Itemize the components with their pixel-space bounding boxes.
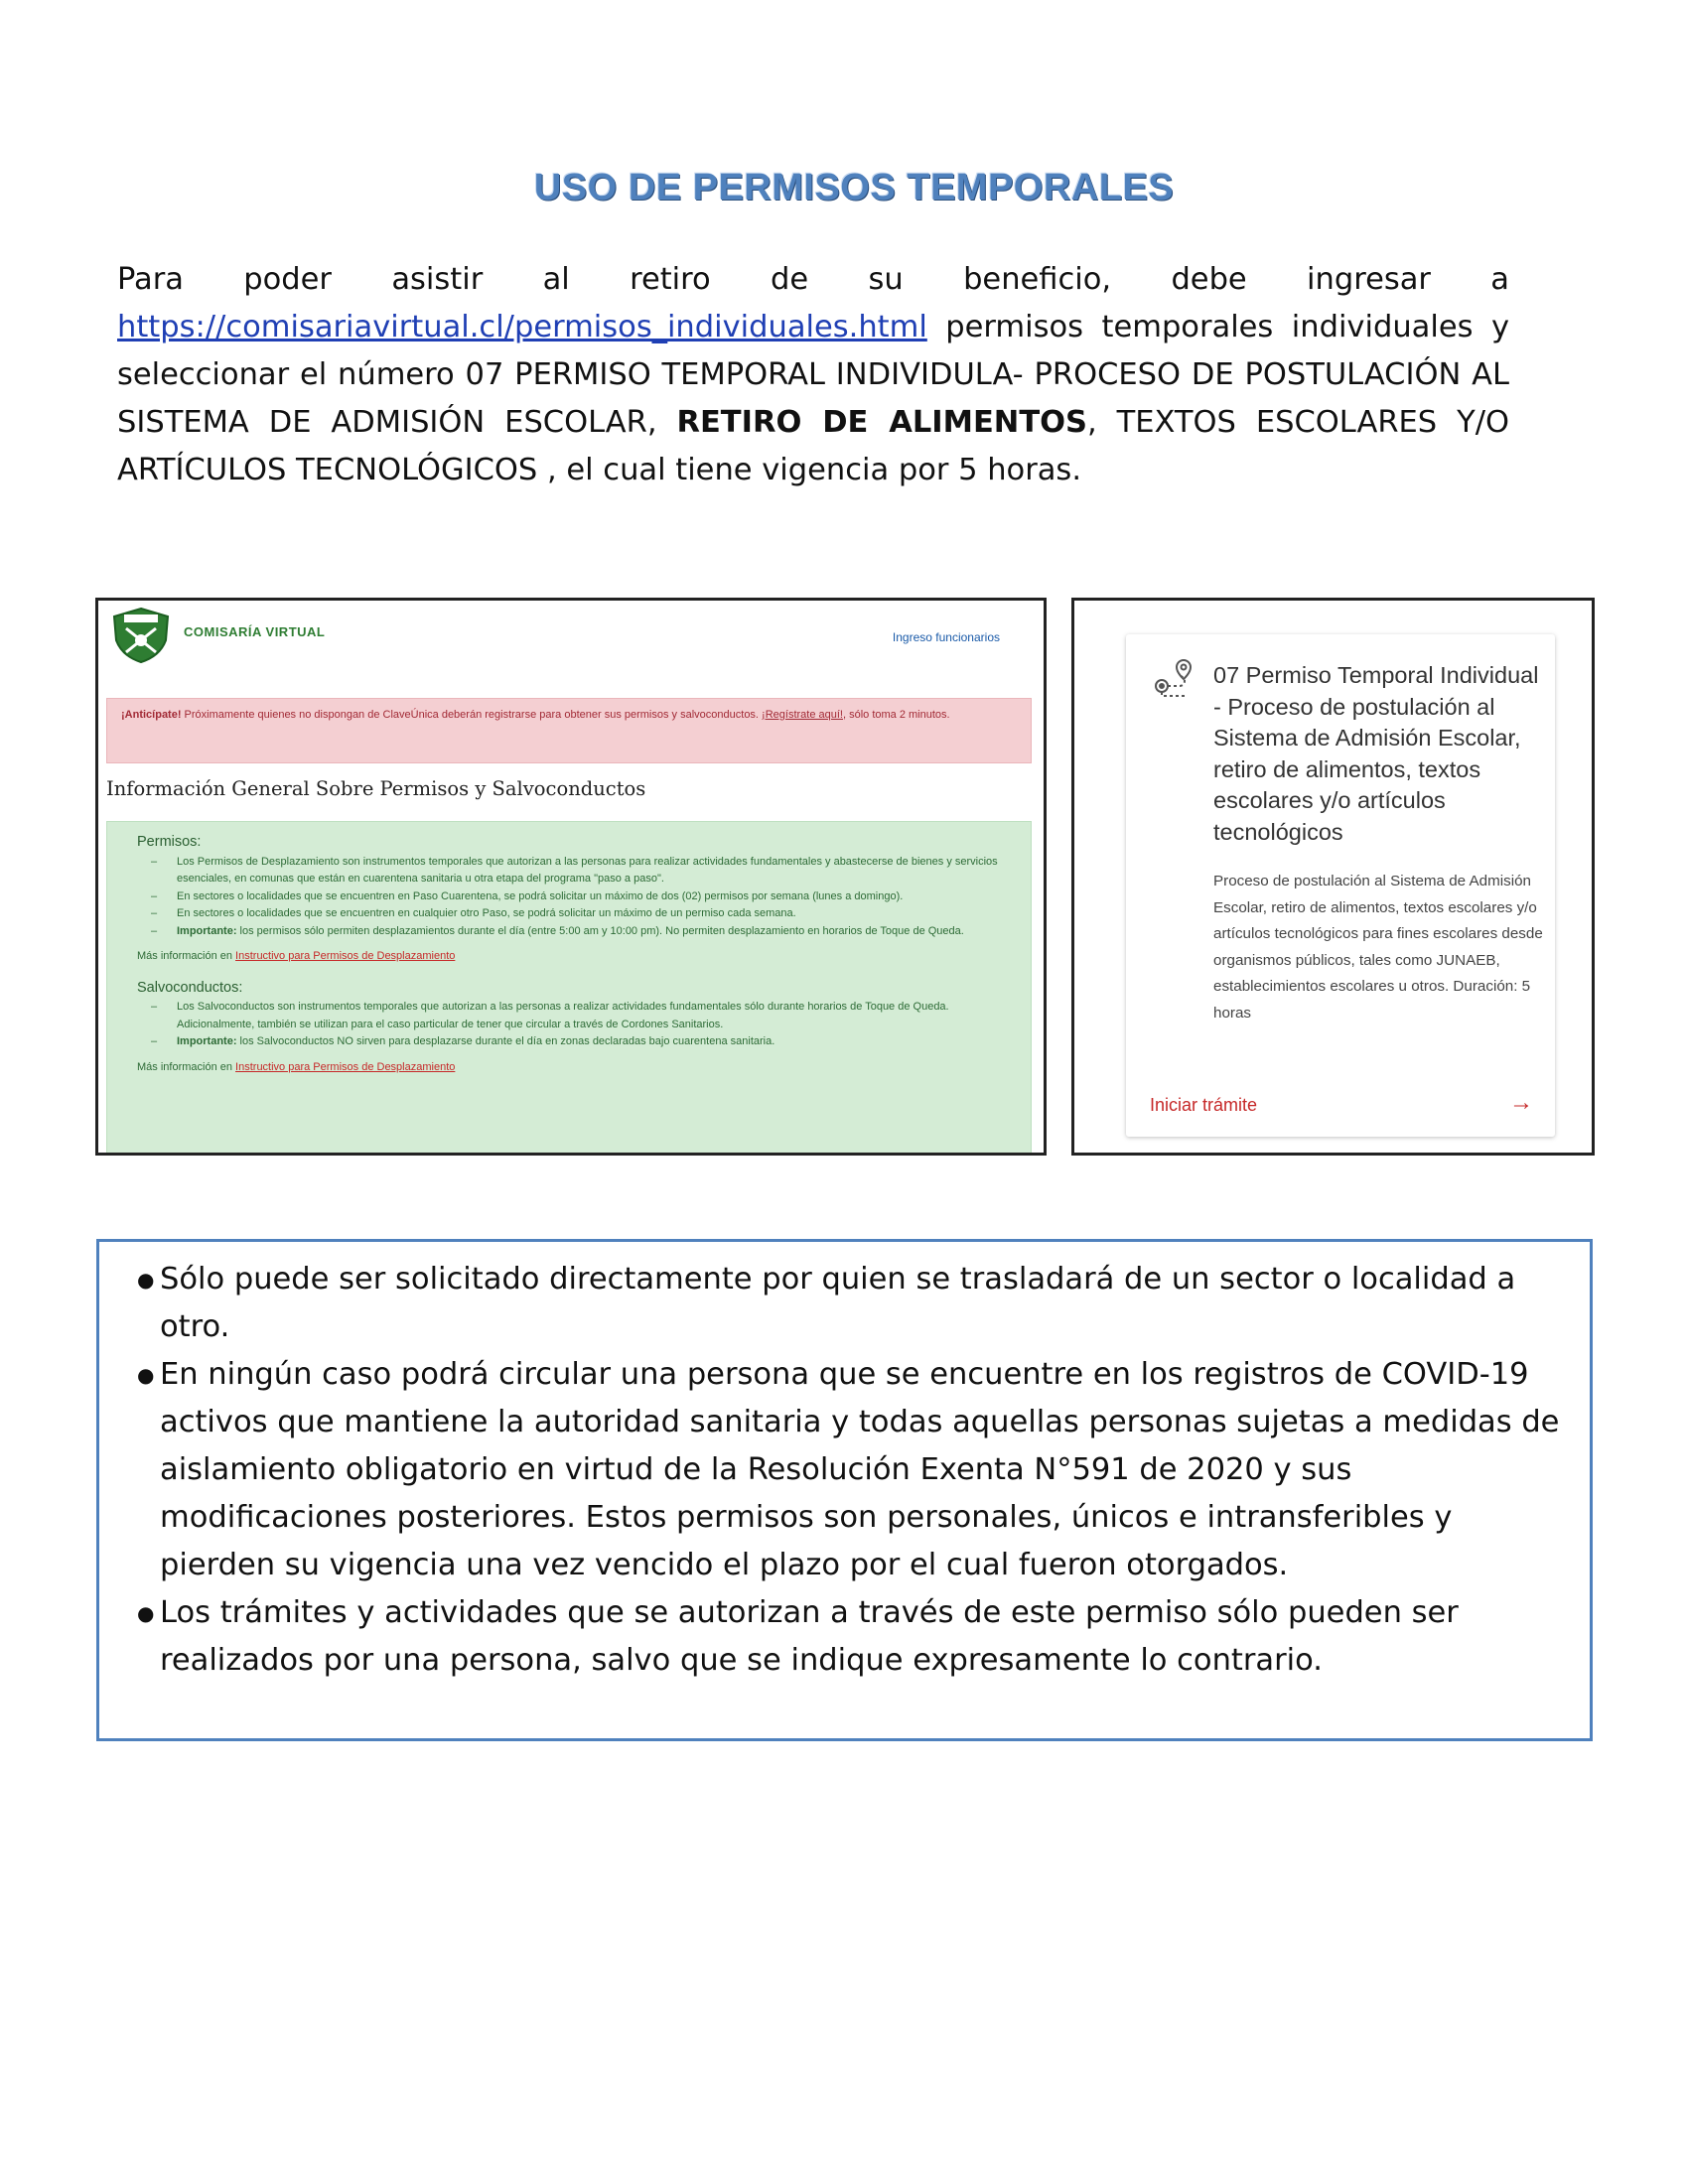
info-heading: Información General Sobre Permisos y Salvoconductos <box>106 777 646 800</box>
intro-paragraph <box>117 256 1509 494</box>
note-item: ● Sólo puede ser solicitado directamente por quien se trasladará de un sector o localidad a otro. <box>139 1256 1566 1351</box>
staff-login-link[interactable]: Ingreso funcionarios <box>892 630 1000 644</box>
alert-tail: , sólo toma 2 minutos. <box>842 709 950 721</box>
more-info <box>137 1059 1001 1077</box>
comisaria-virtual-screenshot <box>95 598 1047 1156</box>
intro-text-3: , TEXTOS ESCOLARES Y/O ARTÍCULOS TECNOLÓGICOS , el cual tiene vigencia por 5 horas. <box>117 405 1509 487</box>
more-info-text: Más información en <box>137 950 236 962</box>
brand-name: COMISARÍA VIRTUAL <box>184 624 326 639</box>
permisos-list <box>137 854 1001 941</box>
notes-list <box>139 1256 1566 1685</box>
more-info-text: Más información en <box>137 1060 236 1073</box>
permisos-link[interactable]: https://comisariavirtual.cl/permisos_individuales.html <box>117 310 927 344</box>
salvoconductos-list <box>137 999 1001 1051</box>
alert-text: Próximamente quienes no dispongan de ClaveÚnica deberán registrarse para obtener sus permisos y salvoconductos. <box>181 709 763 721</box>
intro-text-2: permisos temporales individuales y seleccionar el número 07 PERMISO TEMPORAL INDIVIDULA- PROCESO DE POSTULACIÓN AL SISTEMA DE ADMISIÓN ESCOLAR, <box>117 310 1509 440</box>
alert-bold: ¡Anticípate! <box>121 709 182 721</box>
card-title: 07 Permiso Temporal Individual - Proceso de postulación al Sistema de Admisión Escolar, retiro de alimentos, textos escolares y/o artículos tecnológicos <box>1213 662 1539 845</box>
intro-text-1: Para poder asistir al retiro de su beneficio, debe ingresar a <box>117 262 1509 297</box>
list-item: – Los Permisos de Desplazamiento son instrumentos temporales que autorizan a las personas para realizar actividades fundamentales y abastecerse de bienes y servicios esenciales, en comunas que están en cuarentena sanitaria u otra etapa del programa "paso a paso". <box>177 854 1001 888</box>
list-item: – En sectores o localidades que se encuentren en cualquier otro Paso, se podrá solicitar un máximo de un permiso cada semana. <box>177 905 1001 923</box>
salvoconductos-title: Salvoconductos: <box>137 979 243 996</box>
list-item: – En sectores o localidades que se encuentren en Paso Cuarentena, se podrá solicitar un máximo de dos (02) permisos por semana (lunes a domingo). <box>177 888 1001 906</box>
important-label: Importante: <box>177 924 237 937</box>
intro-bold: RETIRO DE ALIMENTOS <box>676 405 1088 440</box>
instructivo-link[interactable]: Instructivo para Permisos de Desplazamiento <box>235 950 456 962</box>
important-text: los permisos sólo permiten desplazamientos durante el día (entre 5:00 am y 10:00 pm). No permiten desplazamiento en horarios de Toque de Queda. <box>236 924 964 937</box>
info-panel <box>106 821 1032 1156</box>
permit-card[interactable] <box>1126 634 1555 1137</box>
list-item: – Los Salvoconductos son instrumentos temporales que autorizan a las personas a realizar actividades fundamentales sólo durante horarios de Toque de Queda. Adicionalmente, también se utilizan para el caso particular de tener que circular a través de Cordones Sanitarios. <box>177 999 1001 1033</box>
permit-card-screenshot <box>1071 598 1595 1156</box>
start-procedure-button[interactable]: Iniciar trámite <box>1150 1095 1258 1115</box>
list-item <box>177 923 1001 941</box>
note-item: ● En ningún caso podrá circular una persona que se encuentre en los registros de COVID-19 activos que mantiene la autoridad sanitaria y todas aquellas personas sujetas a medidas de aislamiento obligatorio en virtud de la Resolución Exenta N°591 de 2020 y sus modificaciones posteriores. Estos permisos son personales, únicos e intransferibles y pierden su vigencia una vez vencido el plazo por el cual fueron otorgados. <box>139 1351 1566 1589</box>
permisos-title: Permisos: <box>137 834 202 850</box>
important-label: Importante: <box>177 1035 237 1047</box>
important-text: los Salvoconductos NO sirven para desplazarse durante el día en zonas declaradas bajo cuarentena sanitaria. <box>236 1035 775 1047</box>
arrow-right-icon[interactable]: → <box>1509 1089 1533 1116</box>
page-title: USO DE PERMISOS TEMPORALES <box>533 167 1175 208</box>
carabineros-logo <box>110 607 172 664</box>
register-link[interactable]: ¡Regístrate aquí! <box>762 709 843 721</box>
route-pin-icon <box>1150 656 1197 704</box>
notes-box <box>96 1239 1593 1741</box>
more-info <box>137 948 1001 966</box>
alert-banner <box>106 698 1032 763</box>
list-item <box>177 1033 1001 1051</box>
instructivo-link[interactable]: Instructivo para Permisos de Desplazamiento <box>235 1060 456 1073</box>
note-item: ● Los trámites y actividades que se autorizan a través de este permiso sólo pueden ser realizados por una persona, salvo que se indique expresamente lo contrario. <box>139 1589 1566 1685</box>
card-description: Proceso de postulación al Sistema de Admisión Escolar, retiro de alimentos, textos escolares y/o artículos tecnológicos para fines escolares desde organismos públicos, tales como JUNAEB, establecimientos escolares u otros. Duración: 5 horas <box>1213 873 1543 1022</box>
